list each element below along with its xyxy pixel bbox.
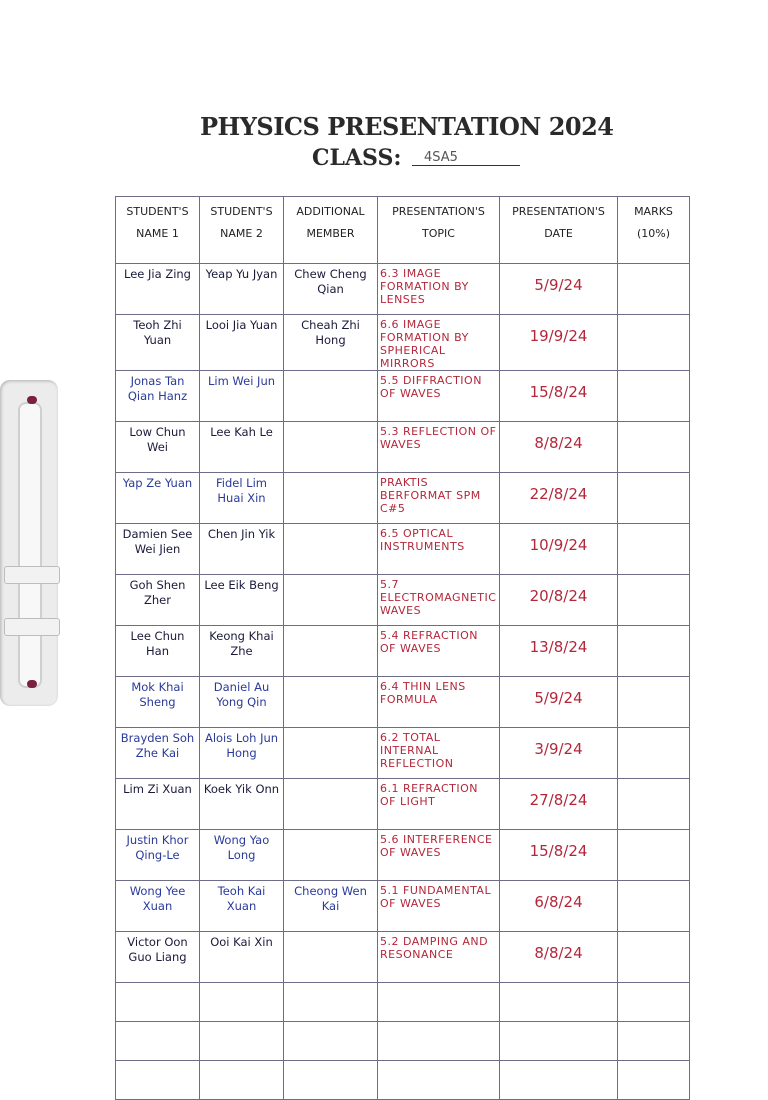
presentation-topic: 5.5 DIFFRACTION OF WAVES [378,371,500,422]
student-name-1: Teoh Zhi Yuan [116,315,200,371]
table-row [116,626,690,677]
student-name-1: Lim Zi Xuan [116,779,200,830]
blank-cell [500,983,618,1022]
additional-member [284,575,378,626]
header-date: PRESENTATION'S DATE [500,197,618,264]
presentation-date: 13/8/24 [500,626,618,677]
table-row [116,830,690,881]
page-title: PHYSICS PRESENTATION 2024 [200,112,614,141]
marks-cell [618,371,690,422]
presentation-topic: 5.2 DAMPING AND RESONANCE [378,932,500,983]
binder-strip [18,402,42,688]
student-name-2: Alois Loh Jun Hong [200,728,284,779]
additional-member [284,728,378,779]
student-name-2: Fidel Lim Huai Xin [200,473,284,524]
student-name-2: Yeap Yu Jyan [200,264,284,315]
blank-row [116,1022,690,1061]
header-student1: STUDENT'S NAME 1 [116,197,200,264]
student-name-2: Looi Jia Yuan [200,315,284,371]
student-name-1: Justin Khor Qing-Le [116,830,200,881]
blank-cell [284,1022,378,1061]
additional-member [284,779,378,830]
table-row [116,677,690,728]
presentation-date: 15/8/24 [500,830,618,881]
additional-member [284,371,378,422]
class-value: 4SA5 [412,150,520,166]
presentation-topic: 5.4 REFRACTION OF WAVES [378,626,500,677]
marks-cell [618,779,690,830]
header-row [116,197,690,264]
presentation-topic: 6.2 TOTAL INTERNAL REFLECTION [378,728,500,779]
blank-cell [618,1022,690,1061]
marks-cell [618,881,690,932]
table-row [116,728,690,779]
additional-member [284,422,378,473]
additional-member: Chew Cheng Qian [284,264,378,315]
marks-cell [618,830,690,881]
student-name-2: Ooi Kai Xin [200,932,284,983]
table-row [116,315,690,371]
blank-cell [618,983,690,1022]
header-student2: STUDENT'S NAME 2 [200,197,284,264]
marks-cell [618,728,690,779]
additional-member [284,932,378,983]
student-name-2: Koek Yik Onn [200,779,284,830]
blank-cell [200,1061,284,1100]
paper-clip-binder [0,380,58,706]
blank-cell [284,1061,378,1100]
presentation-date: 3/9/24 [500,728,618,779]
blank-cell [116,1061,200,1100]
presentation-date: 20/8/24 [500,575,618,626]
student-name-2: Daniel Au Yong Qin [200,677,284,728]
blank-cell [618,1061,690,1100]
blank-row [116,1061,690,1100]
blank-cell [378,983,500,1022]
blank-cell [116,1022,200,1061]
presentation-date: 8/8/24 [500,422,618,473]
presentation-topic: 6.5 OPTICAL INSTRUMENTS [378,524,500,575]
blank-cell [200,1022,284,1061]
presentation-date: 8/8/24 [500,932,618,983]
blank-row [116,983,690,1022]
student-name-1: Yap Ze Yuan [116,473,200,524]
marks-cell [618,677,690,728]
student-name-1: Goh Shen Zher [116,575,200,626]
binder-band [4,618,60,636]
blank-cell [200,983,284,1022]
header-additional: ADDITIONAL MEMBER [284,197,378,264]
table-row [116,575,690,626]
header-marks: MARKS (10%) [618,197,690,264]
student-name-1: Wong Yee Xuan [116,881,200,932]
presentation-date: 15/8/24 [500,371,618,422]
additional-member: Cheong Wen Kai [284,881,378,932]
marks-cell [618,575,690,626]
presentation-topic: 5.6 INTERFERENCE OF WAVES [378,830,500,881]
presentation-topic: PRAKTIS BERFORMAT SPM C#5 [378,473,500,524]
student-name-2: Lim Wei Jun [200,371,284,422]
student-name-2: Wong Yao Long [200,830,284,881]
table-row [116,473,690,524]
student-name-2: Lee Eik Beng [200,575,284,626]
marks-cell [618,264,690,315]
presentation-topic: 6.6 IMAGE FORMATION BY SPHERICAL MIRRORS [378,315,500,371]
header-topic: PRESENTATION'S TOPIC [378,197,500,264]
presentation-date: 22/8/24 [500,473,618,524]
student-name-2: Chen Jin Yik [200,524,284,575]
presentation-date: 5/9/24 [500,264,618,315]
presentation-topic: 5.3 REFLECTION OF WAVES [378,422,500,473]
marks-cell [618,315,690,371]
presentation-topic: 6.4 THIN LENS FORMULA [378,677,500,728]
binder-hole [27,396,37,404]
table-row [116,881,690,932]
student-name-2: Keong Khai Zhe [200,626,284,677]
class-label: CLASS: [312,145,402,171]
marks-cell [618,932,690,983]
presentation-topic: 6.1 REFRACTION OF LIGHT [378,779,500,830]
blank-cell [378,1061,500,1100]
additional-member [284,473,378,524]
additional-member [284,677,378,728]
binder-hole [27,680,37,688]
student-name-2: Teoh Kai Xuan [200,881,284,932]
additional-member [284,626,378,677]
presentation-date: 27/8/24 [500,779,618,830]
blank-cell [378,1022,500,1061]
student-name-1: Lee Chun Han [116,626,200,677]
binder-band [4,566,60,584]
table-row [116,932,690,983]
student-name-1: Low Chun Wei [116,422,200,473]
presentation-topic: 5.1 FUNDAMENTAL OF WAVES [378,881,500,932]
blank-cell [116,983,200,1022]
marks-cell [618,473,690,524]
presentation-table [115,196,690,1100]
additional-member [284,524,378,575]
presentation-topic: 6.3 IMAGE FORMATION BY LENSES [378,264,500,315]
student-name-1: Lee Jia Zing [116,264,200,315]
table-row [116,264,690,315]
additional-member: Cheah Zhi Hong [284,315,378,371]
presentation-date: 19/9/24 [500,315,618,371]
student-name-1: Damien See Wei Jien [116,524,200,575]
student-name-1: Mok Khai Sheng [116,677,200,728]
student-name-2: Lee Kah Le [200,422,284,473]
student-name-1: Victor Oon Guo Liang [116,932,200,983]
student-name-1: Jonas Tan Qian Hanz [116,371,200,422]
presentation-date: 6/8/24 [500,881,618,932]
blank-cell [500,1061,618,1100]
additional-member [284,830,378,881]
marks-cell [618,626,690,677]
table-row [116,524,690,575]
table-row [116,371,690,422]
presentation-date: 5/9/24 [500,677,618,728]
presentation-topic: 5.7 ELECTROMAGNETIC WAVES [378,575,500,626]
blank-cell [284,983,378,1022]
table-row [116,779,690,830]
marks-cell [618,422,690,473]
presentation-date: 10/9/24 [500,524,618,575]
student-name-1: Brayden Soh Zhe Kai [116,728,200,779]
table-row [116,422,690,473]
marks-cell [618,524,690,575]
blank-cell [500,1022,618,1061]
